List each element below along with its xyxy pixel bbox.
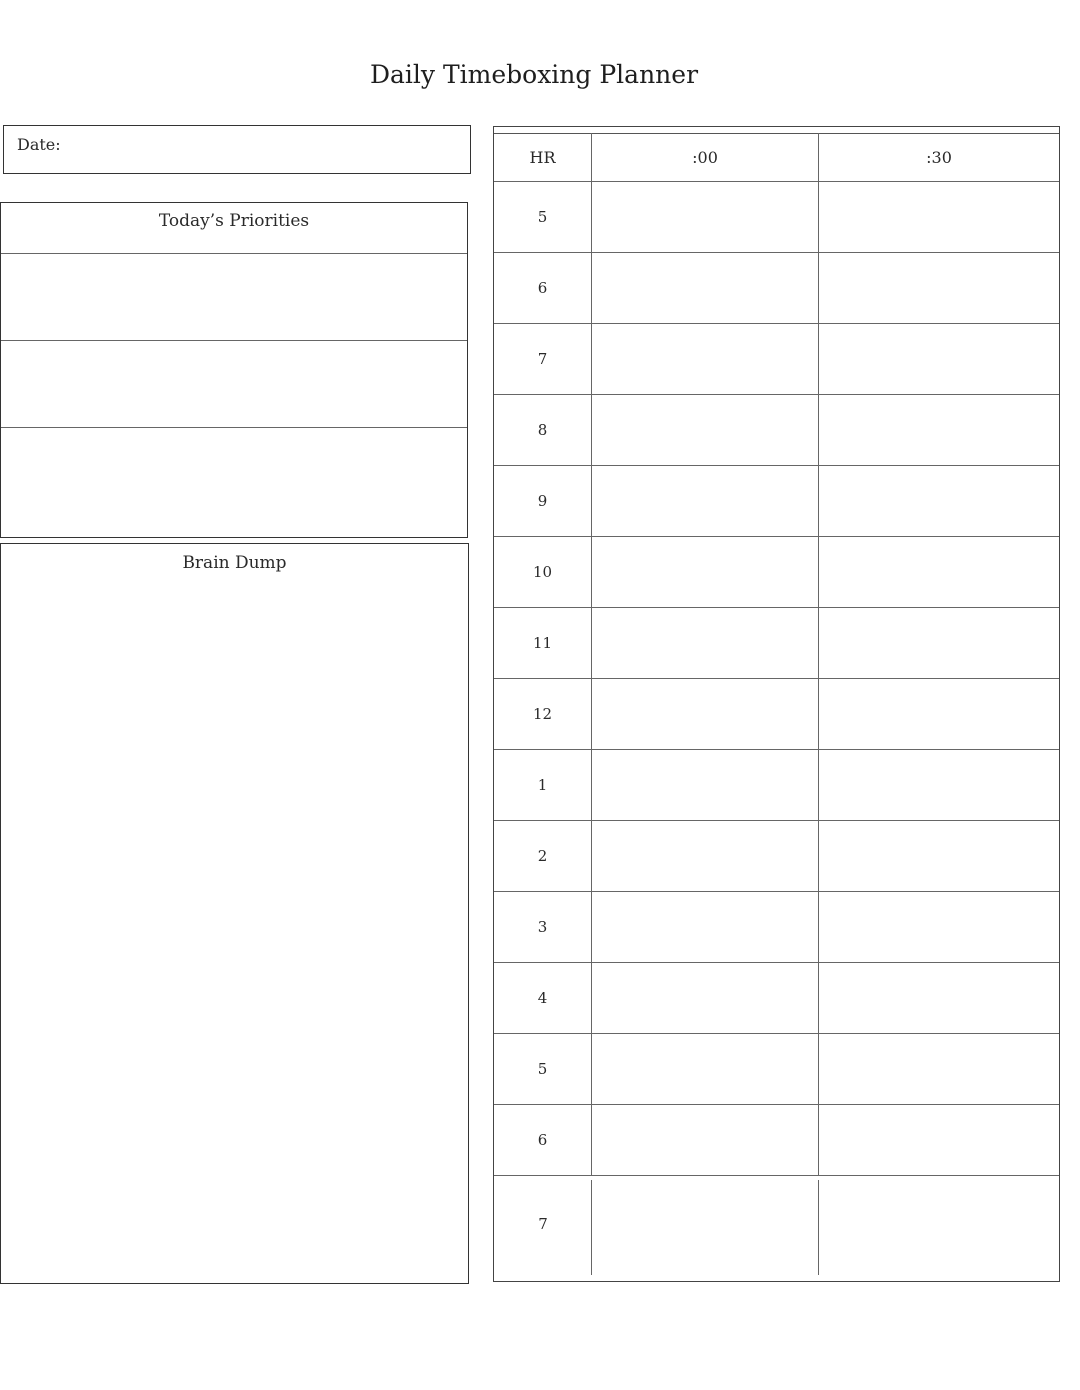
timebox-slot-00[interactable] — [592, 963, 819, 1034]
hour-label: 12 — [494, 679, 592, 750]
page-title: Daily Timeboxing Planner — [369, 60, 699, 89]
timebox-slot-30[interactable] — [819, 253, 1059, 324]
timebox-slot-30[interactable] — [819, 963, 1059, 1034]
final-row-divider — [818, 1180, 819, 1275]
timebox-slot-30[interactable] — [819, 395, 1059, 466]
timebox-slot-00[interactable] — [592, 1034, 819, 1105]
timebox-slot-00[interactable] — [592, 466, 819, 537]
final-row-divider — [591, 1180, 592, 1275]
hour-label: 5 — [494, 182, 592, 253]
first-half-column-header: :00 — [592, 133, 819, 182]
timebox-slot-30[interactable] — [819, 892, 1059, 963]
hour-label: 1 — [494, 750, 592, 821]
timebox-slot-30[interactable] — [819, 324, 1059, 395]
timebox-slot-00[interactable] — [592, 1105, 819, 1176]
hour-label: 10 — [494, 537, 592, 608]
timebox-slot-30[interactable] — [819, 537, 1059, 608]
timebox-slot-00[interactable] — [592, 253, 819, 324]
hour-label: 3 — [494, 892, 592, 963]
timebox-slot-30[interactable] — [819, 608, 1059, 679]
priority-row-1[interactable] — [1, 254, 467, 341]
second-half-column-header: :30 — [819, 133, 1059, 182]
timebox-slot-30[interactable] — [819, 466, 1059, 537]
timebox-slot-00[interactable] — [592, 395, 819, 466]
timebox-slot-30[interactable] — [819, 821, 1059, 892]
schedule-table — [493, 126, 1060, 1282]
timebox-slot-00[interactable] — [592, 892, 819, 963]
hour-label: 6 — [494, 253, 592, 324]
timebox-slot-00[interactable] — [592, 537, 819, 608]
timebox-slot-00[interactable] — [592, 821, 819, 892]
hour-column-header: HR — [494, 133, 592, 182]
hour-label: 4 — [494, 963, 592, 1034]
timebox-slot-30[interactable] — [819, 1034, 1059, 1105]
brain-dump-title: Brain Dump — [182, 553, 287, 573]
hour-label: 5 — [494, 1034, 592, 1105]
hour-label: 7 — [494, 324, 592, 395]
hour-label: 8 — [494, 395, 592, 466]
timebox-slot-00[interactable] — [592, 750, 819, 821]
timebox-slot-30[interactable] — [819, 1176, 1059, 1271]
timebox-slot-00[interactable] — [592, 182, 819, 253]
hour-label: 7 — [538, 1214, 548, 1233]
hour-label: 11 — [494, 608, 592, 679]
timebox-slot-00[interactable] — [592, 1176, 819, 1271]
hour-label: 2 — [494, 821, 592, 892]
brain-dump-panel[interactable] — [0, 543, 469, 1284]
timebox-slot-00[interactable] — [592, 608, 819, 679]
priority-row-3[interactable] — [1, 428, 467, 536]
schedule-grid — [494, 133, 1059, 1271]
timebox-slot-30[interactable] — [819, 750, 1059, 821]
priorities-title: Today’s Priorities — [1, 203, 467, 254]
date-label: Date: — [17, 135, 61, 154]
timebox-slot-30[interactable] — [819, 182, 1059, 253]
hour-label: 9 — [494, 466, 592, 537]
timebox-slot-30[interactable] — [819, 1105, 1059, 1176]
hour-label: 6 — [494, 1105, 592, 1176]
timebox-slot-30[interactable] — [819, 679, 1059, 750]
timebox-slot-00[interactable] — [592, 679, 819, 750]
timebox-slot-00[interactable] — [592, 324, 819, 395]
priority-row-2[interactable] — [1, 341, 467, 428]
priorities-panel — [0, 202, 468, 538]
date-field[interactable] — [3, 125, 471, 174]
